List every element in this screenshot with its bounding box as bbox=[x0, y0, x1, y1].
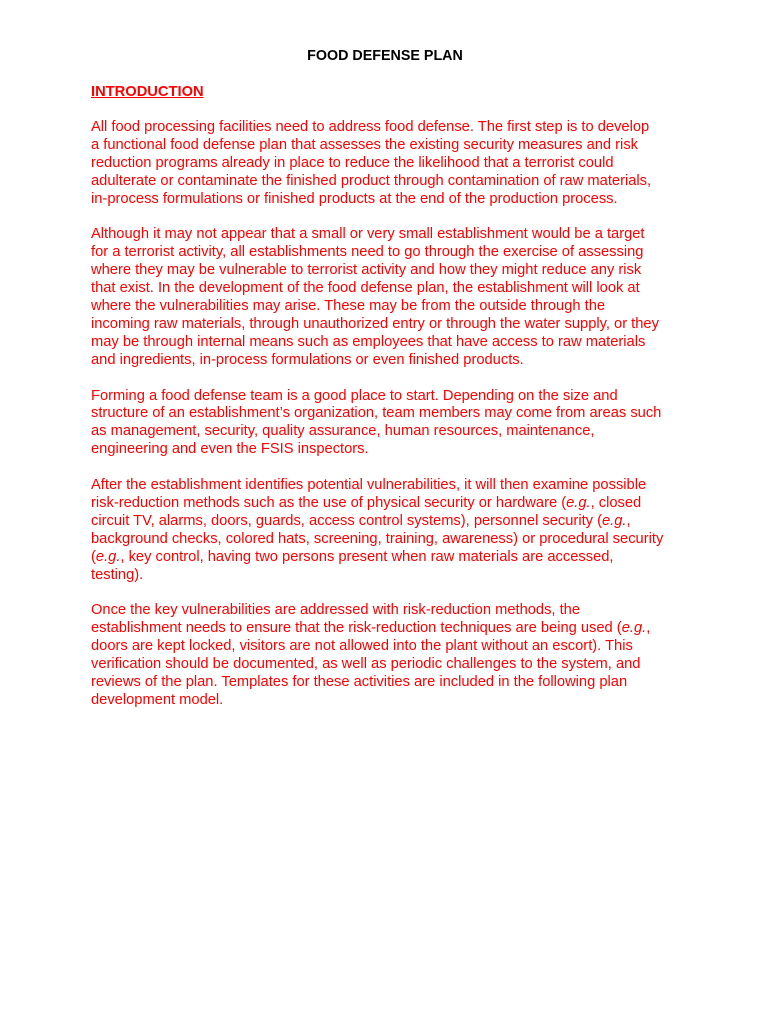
paragraph-line bbox=[91, 638, 691, 656]
text-segment: Once the key vulnerabilities are addressed with risk-reduction methods, the bbox=[91, 602, 581, 619]
italic-text: e.g. bbox=[602, 512, 627, 529]
italic-text: e.g. bbox=[566, 494, 591, 511]
text-segment: development model. bbox=[91, 691, 224, 708]
text-segment: establishment needs to ensure that the risk-reduction techniques are being used ( bbox=[91, 620, 622, 637]
paragraph-line: where they may be vulnerable to terrorist activity and how they might reduce any risk bbox=[91, 262, 642, 279]
paragraph-line: in-process formulations or finished products at the end of the production process. bbox=[91, 190, 618, 207]
paragraph-line bbox=[91, 620, 691, 638]
document-title: FOOD DEFENSE PLAN bbox=[307, 48, 463, 64]
paragraph-line: a functional food defense plan that assesses the existing security measures and risk bbox=[91, 136, 639, 153]
text-segment: After the establishment identifies potential vulnerabilities, it will then examine possible bbox=[91, 477, 647, 494]
paragraph-line: structure of an establishment’s organization, team members may come from areas such bbox=[91, 405, 662, 422]
paragraph-line: All food processing facilities need to address food defense. The first step is to develop bbox=[91, 119, 650, 135]
paragraph-line: and ingredients, in-process formulations or even finished products. bbox=[91, 351, 524, 368]
paragraph-line: that exist. In the development of the food defense plan, the establishment will look at bbox=[91, 280, 640, 297]
text-segment: , closed bbox=[590, 494, 642, 511]
paragraph-line: adulterate or contaminate the finished product through contamination of raw materials, bbox=[91, 172, 652, 189]
text-segment: , bbox=[626, 512, 631, 529]
paragraph-line bbox=[91, 674, 691, 692]
paragraph bbox=[91, 226, 691, 369]
text-segment: , key control, having two persons present when raw materials are accessed, bbox=[120, 548, 614, 565]
paragraph-line: where the vulnerabilities may arise. These may be from the outside through the bbox=[91, 298, 606, 315]
paragraph bbox=[91, 388, 691, 460]
paragraph-line: as management, security, quality assurance, human resources, maintenance, bbox=[91, 423, 595, 440]
italic-text: e.g. bbox=[621, 620, 647, 637]
italic-text: e.g. bbox=[95, 548, 121, 565]
text-segment: doors are kept locked, visitors are not allowed into the plant without an escort). This bbox=[91, 638, 633, 655]
paragraph-line bbox=[91, 495, 691, 513]
text-segment: testing). bbox=[91, 566, 144, 583]
paragraph-line bbox=[91, 549, 691, 567]
text-segment: ( bbox=[91, 548, 96, 565]
section-heading-introduction: INTRODUCTION bbox=[91, 84, 204, 100]
paragraph-line bbox=[91, 567, 691, 585]
paragraph-line: Forming a food defense team is a good place to start. Depending on the size and bbox=[91, 387, 618, 404]
paragraph-line bbox=[91, 513, 691, 531]
paragraph bbox=[91, 602, 691, 709]
text-segment: circuit TV, alarms, doors, guards, access control systems), personnel security ( bbox=[91, 512, 602, 529]
paragraph-line: Although it may not appear that a small or very small establishment would be a target bbox=[91, 226, 645, 243]
paragraph-line: may be through internal means such as employees that have access to raw materials bbox=[91, 333, 646, 350]
paragraph bbox=[91, 119, 691, 209]
paragraph-line bbox=[91, 602, 691, 620]
paragraph-line: engineering and even the FSIS inspectors. bbox=[91, 441, 369, 458]
text-segment: reviews of the plan. Templates for these activities are included in the following plan bbox=[91, 674, 628, 691]
paragraph-line: reduction programs already in place to reduce the likelihood that a terrorist could bbox=[91, 154, 614, 171]
paragraph-line: incoming raw materials, through unauthorized entry or through the water supply, or they bbox=[91, 315, 659, 332]
body-text bbox=[91, 119, 691, 728]
paragraph-line bbox=[91, 692, 691, 710]
text-segment: verification should be documented, as well as periodic challenges to the system, and bbox=[91, 656, 641, 673]
paragraph bbox=[91, 477, 691, 584]
paragraph-line: for a terrorist activity, all establishments need to go through the exercise of assessing bbox=[91, 244, 644, 261]
paragraph-line bbox=[91, 531, 691, 549]
text-segment: , bbox=[646, 620, 651, 637]
paragraph-line bbox=[91, 656, 691, 674]
text-segment: background checks, colored hats, screening, training, awareness) or procedural security bbox=[91, 530, 664, 547]
text-segment: risk-reduction methods such as the use of physical security or hardware ( bbox=[91, 494, 567, 511]
paragraph-line bbox=[91, 477, 691, 495]
